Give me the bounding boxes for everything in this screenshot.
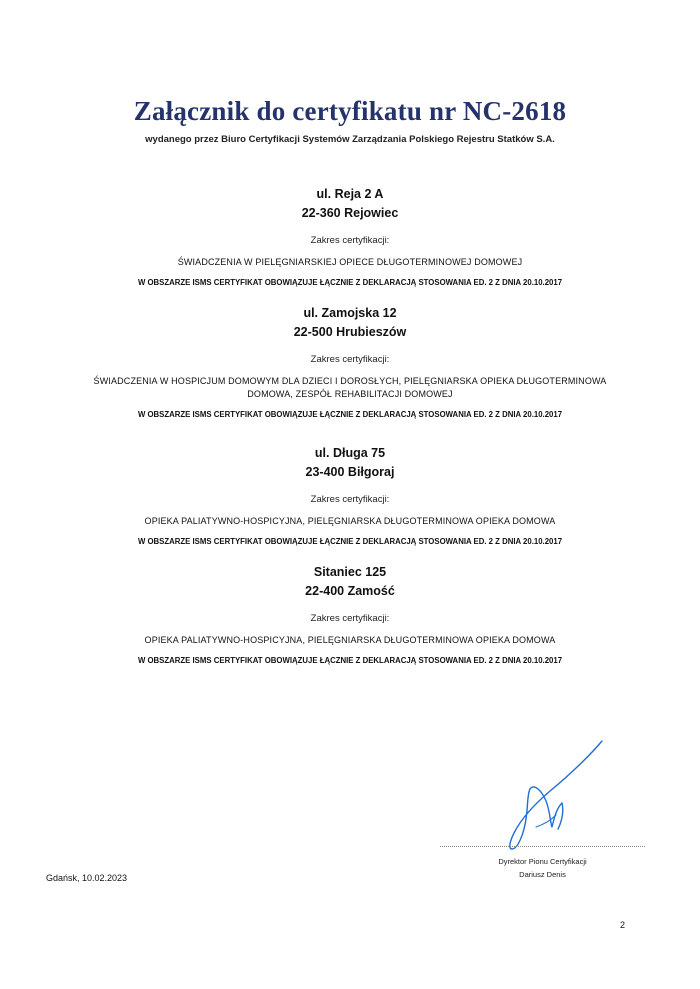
scope-label: Zakres certyfikacji:: [310, 613, 390, 624]
site-street: ul. Zamojska 12: [303, 306, 397, 320]
site-city: 23-400 Biłgoraj: [305, 465, 395, 479]
signatory-name: Dariusz Denis: [519, 870, 566, 879]
site-block-zamosc: [0, 563, 700, 666]
isms-note: W OBSZARZE ISMS CERTYFIKAT OBOWIĄZUJE ŁĄCZNIE Z DEKLARACJĄ STOSOWANIA ED. 2 Z DNIA 20.10.2017: [137, 656, 563, 665]
site-block-hrubieszow: [0, 304, 700, 420]
isms-note: W OBSZARZE ISMS CERTYFIKAT OBOWIĄZUJE ŁĄCZNIE Z DEKLARACJĄ STOSOWANIA ED. 2 Z DNIA 20.10.2017: [137, 537, 563, 546]
scope-text: [0, 256, 700, 269]
site-city: 22-500 Hrubieszów: [293, 325, 407, 339]
scope-text: [0, 375, 700, 401]
document-subtitle: wydanego przez Biuro Certyfikacji Systemów Zarządzania Polskiego Rejestru Statków S.A.: [145, 134, 555, 145]
isms-note: W OBSZARZE ISMS CERTYFIKAT OBOWIĄZUJE ŁĄCZNIE Z DEKLARACJĄ STOSOWANIA ED. 2 Z DNIA 20.10.2017: [137, 278, 563, 287]
scope-line: OPIEKA PALIATYWNO-HOSPICYJNA, PIELĘGNIARSKA DŁUGOTERMINOWA OPIEKA DOMOWA: [144, 516, 556, 526]
signatory-role: Dyrektor Pionu Certyfikacji: [498, 857, 587, 866]
site-block-rejowiec: [0, 185, 700, 288]
site-city: 22-360 Rejowiec: [301, 206, 399, 220]
site-city: 22-400 Zamość: [305, 584, 395, 598]
site-street: ul. Reja 2 A: [316, 187, 384, 201]
page-number: 2: [620, 920, 626, 930]
scope-line: ŚWIADCZENIA W PIELĘGNIARSKIEJ OPIECE DŁUGOTERMINOWEJ DOMOWEJ: [177, 257, 523, 267]
place-and-date: Gdańsk, 10.02.2023: [46, 873, 128, 883]
scope-line: DOMOWA, ZESPÓŁ REHABILITACJI DOMOWEJ: [247, 389, 453, 399]
site-block-bilgoraj: [0, 444, 700, 547]
scope-line: ŚWIADCZENIA W HOSPICJUM DOMOWYM DLA DZIECI I DOROSŁYCH, PIELĘGNIARSKA OPIEKA DŁUGOTERMINOWA: [93, 376, 607, 386]
isms-note: W OBSZARZE ISMS CERTYFIKAT OBOWIĄZUJE ŁĄCZNIE Z DEKLARACJĄ STOSOWANIA ED. 2 Z DNIA 20.10.2017: [137, 410, 563, 419]
scope-text: [0, 515, 700, 528]
scope-label: Zakres certyfikacji:: [310, 235, 390, 246]
document-title: Załącznik do certyfikatu nr NC-2618: [133, 96, 567, 126]
site-street: ul. Długa 75: [314, 446, 386, 460]
handwritten-signature: [480, 735, 610, 855]
signature-line: [440, 846, 645, 847]
scope-label: Zakres certyfikacji:: [310, 494, 390, 505]
site-street: Sitaniec 125: [313, 565, 387, 579]
scope-label: Zakres certyfikacji:: [310, 354, 390, 365]
scope-text: [0, 634, 700, 647]
scope-line: OPIEKA PALIATYWNO-HOSPICYJNA, PIELĘGNIARSKA DŁUGOTERMINOWA OPIEKA DOMOWA: [144, 635, 556, 645]
